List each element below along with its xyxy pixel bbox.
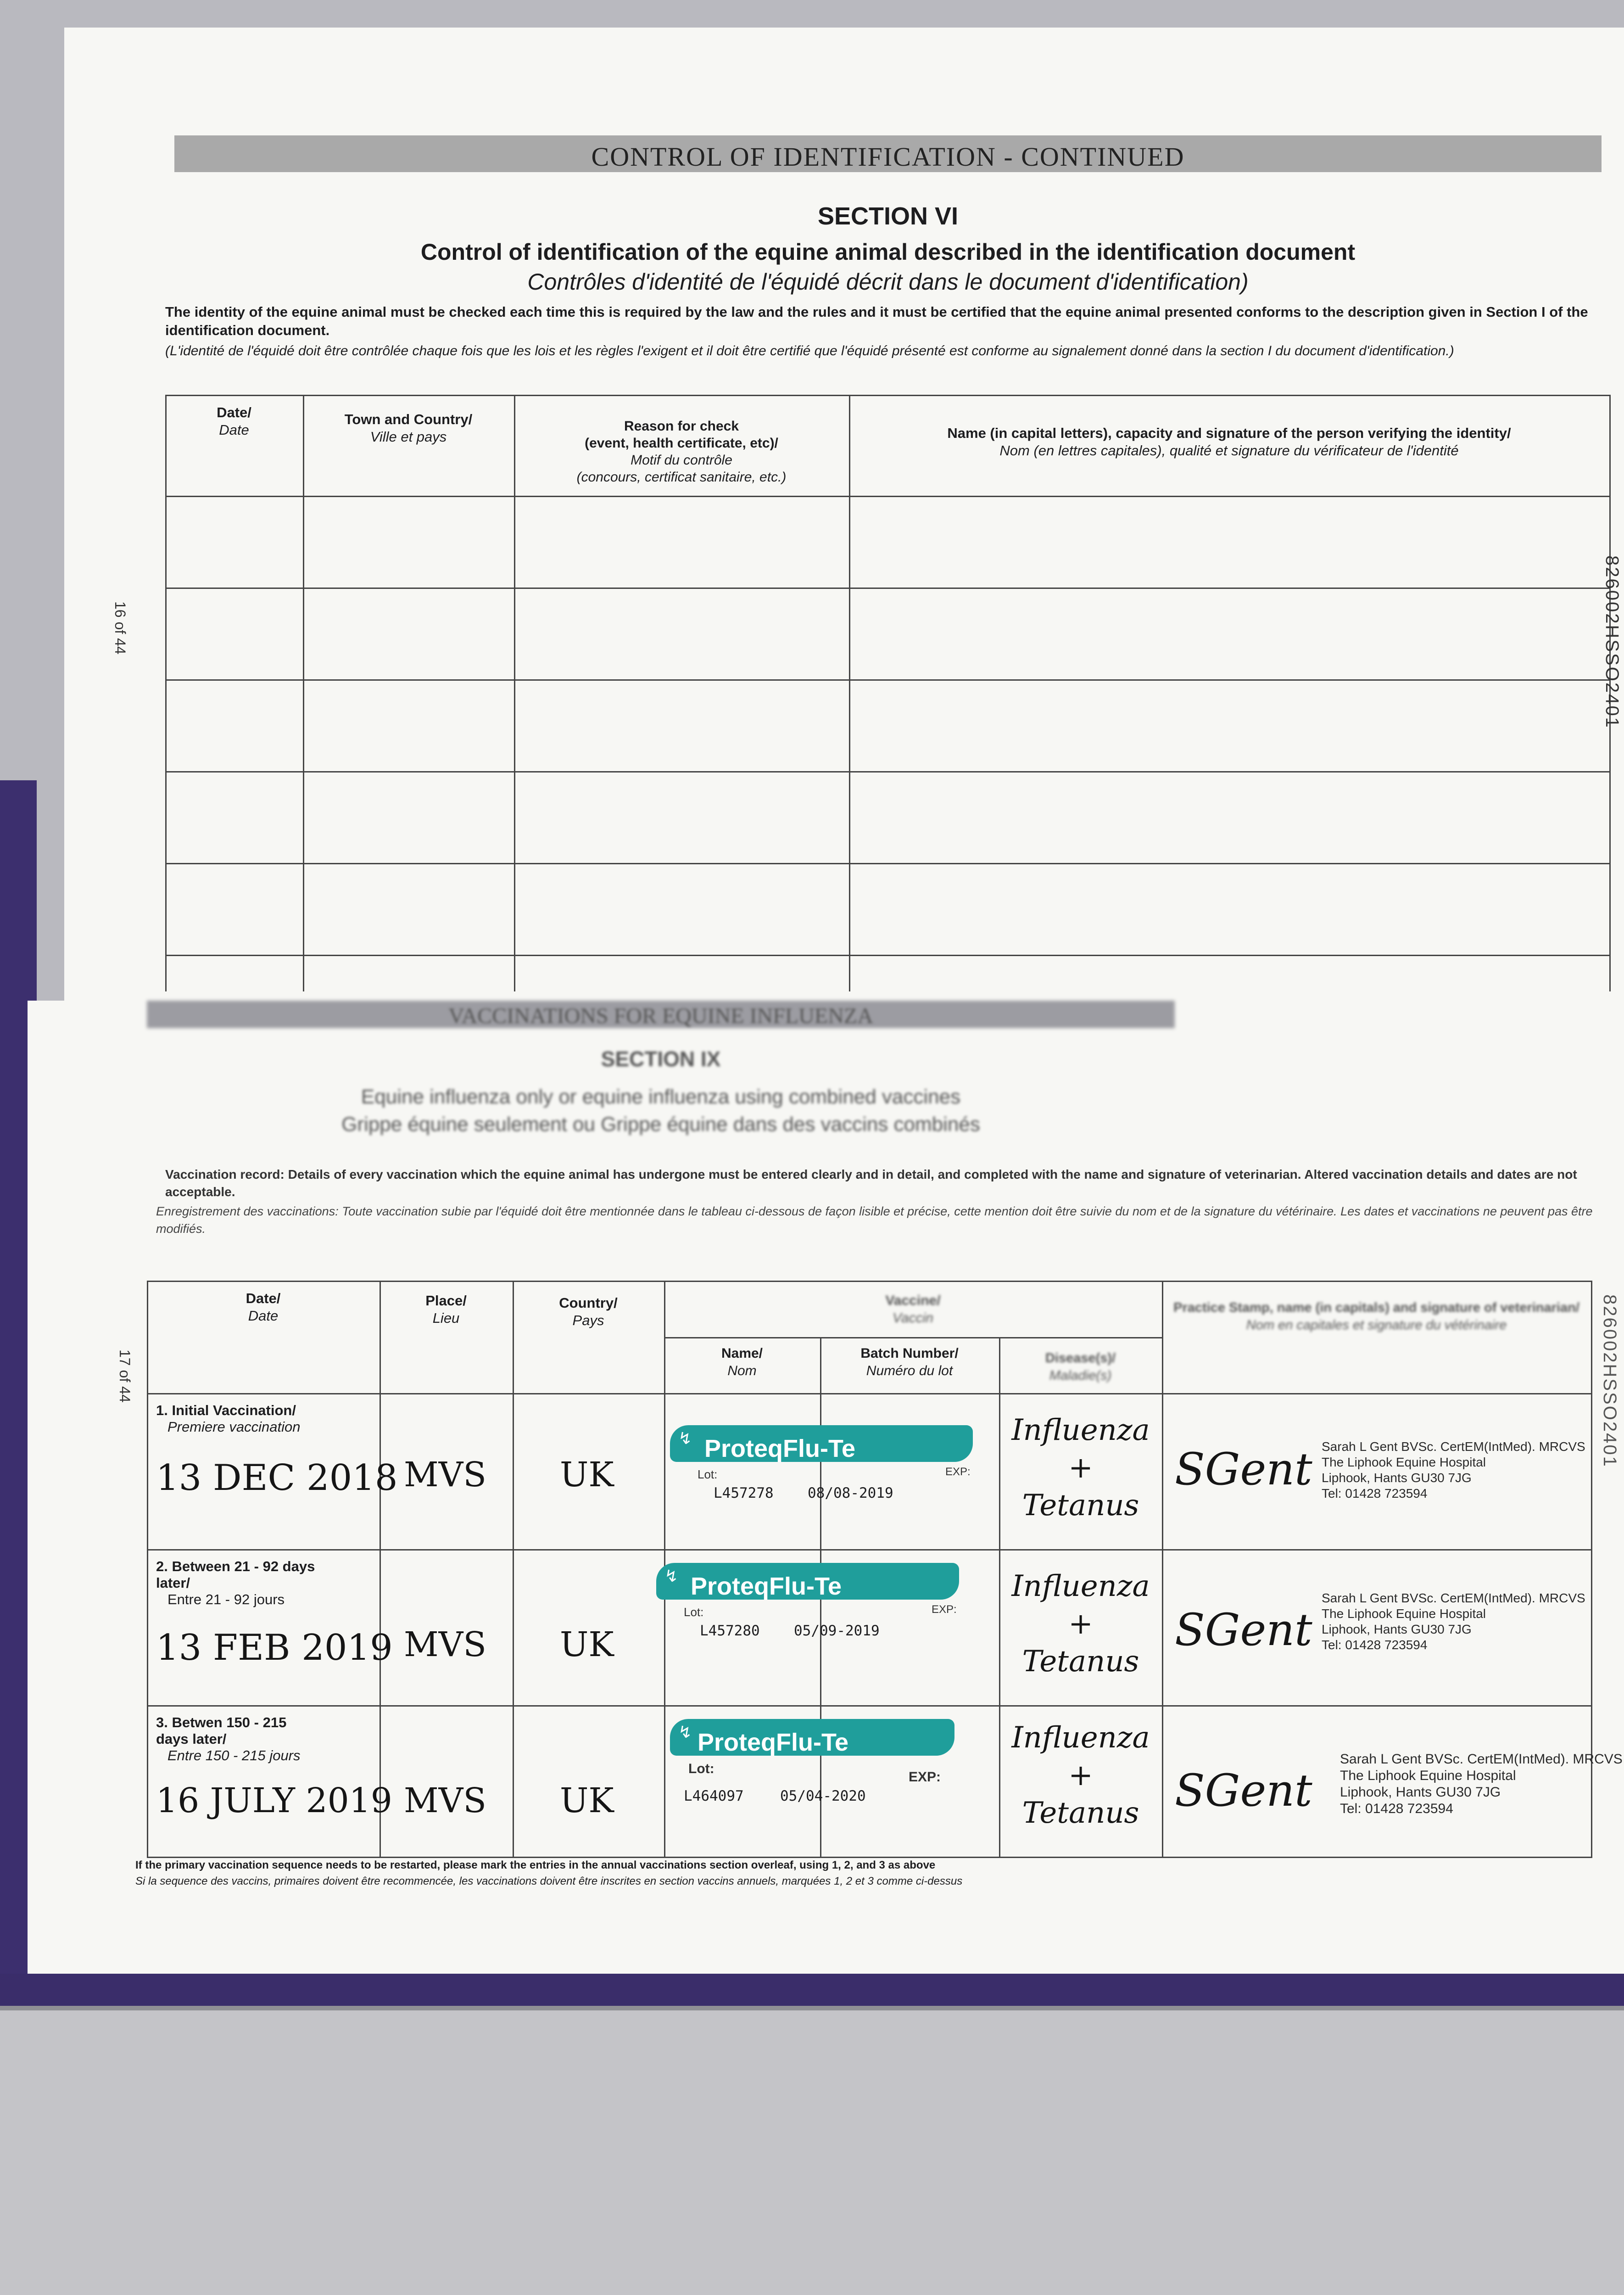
disease-plus: + <box>1068 1758 1093 1792</box>
stamp-name: Sarah L Gent BVSc. CertEM(IntMed). MRCVS <box>1322 1439 1585 1454</box>
header-stamp-fr: Nom en capitales et signature du vétérinaire <box>1246 1318 1507 1332</box>
vaccine-label-sticker <box>656 1563 977 1659</box>
header-date-fr: Date <box>248 1308 279 1324</box>
vaccination-record-en: Vaccination record: Details of every vaccination which the equine animal has undergone must be entered clearly and in detail, and completed with the name and signature of veterinarian. Altered vaccination details and dates are not acceptable. <box>165 1167 1577 1199</box>
stamp-address: Liphook, Hants GU30 7JG <box>1340 1785 1501 1800</box>
banner-title: CONTROL OF IDENTIFICATION - CONTINUED <box>591 142 1185 172</box>
vaccination-date: 16 JULY 2019 <box>156 1781 392 1820</box>
vaccination-page <box>28 1001 1624 1974</box>
banner-title: VACCINATIONS FOR EQUINE INFLUENZA <box>448 1004 873 1028</box>
header-reason-fr-2: (concours, certificat sanitaire, etc.) <box>576 470 787 485</box>
vet-signature: SGent <box>1175 1604 1312 1656</box>
vaccination-row-1 <box>147 1393 1592 1549</box>
expiry-date: 05/04-2020 <box>780 1788 866 1804</box>
lot-label: Lot: <box>698 1467 718 1481</box>
lot-label: Lot: <box>684 1605 704 1619</box>
vaccination-date: 13 DEC 2018 <box>156 1457 398 1499</box>
disease-2: Tetanus <box>1022 1796 1139 1830</box>
stamp-hospital: The Liphook Equine Hospital <box>1322 1455 1486 1469</box>
disease-1: Influenza <box>1011 1721 1150 1755</box>
header-name: Name (in capital letters), capacity and signature of the person verifying the identity/ <box>947 425 1511 441</box>
stamp-phone: Tel: 01428 723594 <box>1340 1801 1453 1816</box>
header-country: Country/ <box>559 1295 618 1311</box>
row-label-fr: Premiere vaccination <box>167 1419 301 1435</box>
expiry-date: 08/08-2019 <box>808 1485 893 1501</box>
header-reason-2: (event, health certificate, etc)/ <box>585 436 778 451</box>
header-disease: Disease(s)/ <box>1045 1351 1116 1366</box>
intro-fr: (L'identité de l'équidé doit être contrôlée chaque fois que les lois et les règles l'exigent et il doit être certifié que l'équidé présenté est conforme au signalement donné dans la section I du document d'identification.) <box>165 343 1454 358</box>
vaccine-icon: ↯ <box>678 1429 692 1448</box>
batch-number: L457278 <box>714 1485 774 1501</box>
section-title: SECTION VI <box>817 202 959 230</box>
vet-signature: SGent <box>1175 1765 1312 1816</box>
passport-number: 826002HSSO2401 <box>1602 555 1622 729</box>
batch-number: L457280 <box>700 1623 760 1639</box>
footer-note-fr: Si la sequence des vaccins, primaires doivent être recommencée, les vaccinations doivent être inscrites en section vaccins annuels, marquées 1, 2 et 3 comme ci-dessus <box>135 1875 963 1887</box>
vaccination-place: MVS <box>404 1781 486 1820</box>
passport-cover-bottom <box>0 1974 1624 2006</box>
row-label: 3. Betwen 150 - 215 days later/ <box>156 1714 287 1747</box>
stamp-phone: Tel: 01428 723594 <box>1322 1638 1428 1652</box>
vaccination-place: MVS <box>404 1455 486 1495</box>
header-batch-fr: Numéro du lot <box>866 1363 953 1378</box>
vaccine-label-sticker <box>670 1425 991 1522</box>
title-en: Control of identification of the equine animal described in the identification document <box>420 239 1356 265</box>
passport-number: 826002HSSO2401 <box>1600 1294 1620 1468</box>
vaccine-brand: ProteqFlu-Te <box>704 1435 855 1462</box>
row-label: 1. Initial Vaccination/ <box>156 1402 296 1418</box>
row-label-fr: Entre 150 - 215 jours <box>167 1747 301 1763</box>
vaccine-icon: ↯ <box>664 1567 679 1585</box>
identification-page <box>64 28 1624 1001</box>
title-fr: Contrôles d'identité de l'équidé décrit dans le document d'identification) <box>527 269 1249 295</box>
header-stamp: Practice Stamp, name (in capitals) and signature of veterinarian/ <box>1173 1300 1579 1315</box>
header-place: Place/ <box>425 1293 467 1309</box>
exp-label: EXP: <box>945 1466 971 1478</box>
stamp-name: Sarah L Gent BVSc. CertEM(IntMed). MRCVS <box>1322 1591 1585 1605</box>
disease-2: Tetanus <box>1022 1645 1139 1679</box>
header-vaccine: Vaccine/ <box>885 1293 941 1308</box>
disease-2: Tetanus <box>1022 1489 1139 1523</box>
row-label-fr: Entre 21 - 92 jours <box>167 1591 285 1607</box>
header-country-fr: Pays <box>572 1312 604 1328</box>
disease-plus: + <box>1068 1451 1093 1485</box>
vaccination-row-3 <box>147 1705 1623 1857</box>
stamp-phone: Tel: 01428 723594 <box>1322 1486 1428 1500</box>
header-vaccine-name: Name/ <box>721 1346 763 1361</box>
header-reason: Reason for check <box>624 419 739 434</box>
header-reason-fr: Motif du contrôle <box>631 453 732 468</box>
scan-background-bottom <box>0 2010 1624 2295</box>
header-date: Date/ <box>217 404 251 420</box>
vaccine-icon: ↯ <box>678 1723 692 1741</box>
disease-1: Influenza <box>1011 1413 1150 1447</box>
header-vaccine-name-fr: Nom <box>727 1363 757 1378</box>
lot-label: Lot: <box>688 1761 714 1776</box>
identity-check-table <box>165 395 1611 991</box>
header-disease-fr: Maladie(s) <box>1049 1368 1112 1383</box>
header-date: Date/ <box>246 1290 281 1306</box>
page-number: 16 of 44 <box>112 601 128 655</box>
stamp-address: Liphook, Hants GU30 7JG <box>1322 1471 1472 1485</box>
stamp-name: Sarah L Gent BVSc. CertEM(IntMed). MRCVS <box>1340 1752 1623 1767</box>
page-number: 17 of 44 <box>117 1349 133 1403</box>
vaccine-label-sticker <box>670 1719 991 1815</box>
vaccination-country: UK <box>560 1781 614 1820</box>
row-label: 2. Between 21 - 92 days later/ <box>156 1558 315 1591</box>
header-town-fr: Ville et pays <box>370 429 447 445</box>
intro-en: The identity of the equine animal must be checked each time this is required by the law and the rules and it must be certified that the equine animal presented conforms to the description given in Section I of the identification document. <box>165 304 1588 338</box>
header-name-fr: Nom (en lettres capitales), qualité et signature du vérificateur de l'identité <box>999 442 1459 459</box>
vaccine-brand: ProteqFlu-Te <box>698 1729 848 1756</box>
title-en: Equine influenza only or equine influenza using combined vaccines <box>361 1086 961 1108</box>
vaccine-brand: ProteqFlu-Te <box>691 1573 842 1600</box>
vaccination-country: UK <box>560 1455 614 1495</box>
vaccination-place: MVS <box>404 1625 486 1664</box>
vaccination-record-fr: Enregistrement des vaccinations: Toute vaccination subie par l'équidé doit être mentionnée dans le tableau ci-dessous de façon lisible et précise, cette mention doit être suivie du nom et de la signature du vétérinaire. Les dates et vaccinations ne peuvent pas être modifiés. <box>156 1204 1593 1236</box>
header-place-fr: Lieu <box>432 1310 460 1326</box>
vaccination-country: UK <box>560 1625 614 1664</box>
stamp-hospital: The Liphook Equine Hospital <box>1340 1768 1516 1783</box>
vaccination-row-2 <box>147 1549 1592 1705</box>
disease-plus: + <box>1068 1607 1093 1641</box>
section-title: SECTION IX <box>601 1047 721 1071</box>
title-fr: Grippe équine seulement ou Grippe équine dans des vaccins combinés <box>341 1113 980 1136</box>
stamp-address: Liphook, Hants GU30 7JG <box>1322 1622 1472 1636</box>
header-town: Town and Country/ <box>344 411 473 427</box>
stamp-hospital: The Liphook Equine Hospital <box>1322 1606 1486 1621</box>
header-date-fr: Date <box>219 422 249 438</box>
batch-number: L464097 <box>684 1788 744 1804</box>
vet-signature: SGent <box>1175 1444 1312 1495</box>
header-vaccine-fr: Vaccin <box>893 1310 933 1326</box>
footer-note-en: If the primary vaccination sequence needs to be restarted, please mark the entries in the annual vaccinations section overleaf, using 1, 2, and 3 as above <box>135 1859 936 1871</box>
disease-1: Influenza <box>1011 1569 1150 1603</box>
exp-label: EXP: <box>932 1603 957 1616</box>
header-batch: Batch Number/ <box>860 1346 959 1361</box>
exp-label: EXP: <box>909 1769 941 1785</box>
expiry-date: 05/09-2019 <box>794 1623 880 1639</box>
vaccination-date: 13 FEB 2019 <box>156 1627 393 1668</box>
